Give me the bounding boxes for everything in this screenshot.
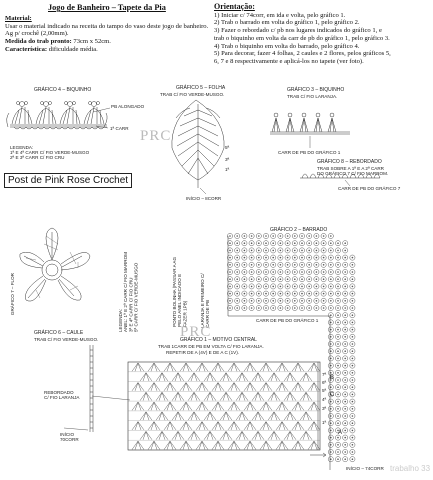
shell-stitch — [132, 383, 144, 391]
shell-stitch — [276, 422, 288, 430]
rebordado-line-1: REBORDADO — [44, 390, 74, 395]
g1-inicio: INÍCIO – 74CORR — [346, 466, 384, 471]
shell-stitch — [252, 392, 264, 400]
measure-value: 73cm x 52cm. — [73, 38, 111, 46]
orientation-step: 4) Trab o biquinho em volta do barrado, pelo gráfico 4. — [214, 42, 360, 50]
shell-stitch — [236, 431, 248, 439]
shell-stitch — [180, 383, 192, 391]
legend-bolinha-line: PELO ANEL INDICADO E — [177, 273, 183, 327]
material-text: Usar o material indicado na receita do tampo do vaso deste jogo de banheiro. — [5, 22, 209, 30]
shell-stitch — [164, 422, 176, 430]
shell-stitch — [276, 383, 288, 391]
g1-row-label: 6ª — [322, 380, 327, 385]
shell-stitch — [236, 392, 248, 400]
g4-carr1-label: 1ª CARR — [110, 126, 129, 131]
g8-carr: CARR DE PB DO GRÁFICO 7 — [338, 186, 401, 191]
shell-stitch — [292, 383, 304, 391]
shell-stitch — [172, 392, 184, 400]
g4-legend-line: 2ª E 3ª CARR C/ FIO CRU — [10, 155, 65, 161]
shell-stitch — [172, 412, 184, 420]
shell-stitch — [132, 441, 144, 449]
g1-row-label: 7ª — [322, 372, 327, 377]
g3-subtitle: TRAB C/ FIO LARANJA. — [287, 94, 338, 99]
g4-legend-line: 1ª E 4ª CARR C/ FIO VERDE-MUSGO — [10, 150, 90, 156]
shell-stitch — [172, 373, 184, 381]
shell-stitch — [188, 392, 200, 400]
shell-stitch — [148, 422, 160, 430]
shell-stitch — [156, 392, 168, 400]
shell-stitch — [260, 383, 272, 391]
shell-stitch — [164, 402, 176, 410]
g6-inicio-label: INÍCIO — [60, 432, 75, 437]
shell-stitch — [196, 441, 208, 449]
shell-stitch — [244, 422, 256, 430]
page-number: trabalho 33 — [390, 464, 431, 473]
shell-stitch — [260, 441, 272, 449]
shell-stitch — [260, 402, 272, 410]
shell-stitch — [220, 431, 232, 439]
shell-stitch — [268, 431, 280, 439]
g6-subtitle: TRAB C/ FIO VERDE-MUSGO. — [34, 337, 99, 342]
shell-stitch — [268, 412, 280, 420]
g1-letter-c: C — [330, 392, 335, 398]
shell-stitch — [228, 402, 240, 410]
shell-stitch — [156, 373, 168, 381]
shell-stitch — [300, 373, 312, 381]
watermark-lower: PRC — [180, 324, 212, 340]
shell-stitch — [300, 431, 312, 439]
characteristic-value: dificuldade média. — [48, 45, 98, 53]
orientation-step: 5) Para decorar, fazer 4 folhas, 2 caules e 2 flores, pelos gráficos 5, — [214, 50, 391, 58]
g1-title: GRÁFICO 1 – MOTIVO CENTRAL — [180, 337, 257, 343]
shell-stitch — [180, 363, 192, 371]
shell-stitch — [140, 373, 152, 381]
shell-stitch — [180, 441, 192, 449]
legend-vertical-line: 3ª E 4ª CARR C/ FIO CRU — [128, 277, 134, 332]
shell-stitch — [292, 422, 304, 430]
shell-stitch — [156, 412, 168, 420]
shell-stitch — [284, 431, 296, 439]
legend-laranja-line: CARR DE PB — [205, 299, 211, 328]
g1-sub-2: REPETIR DE A (4V) E DE A C (1V). — [166, 350, 240, 355]
shell-stitch — [260, 363, 272, 371]
shell-stitch — [252, 373, 264, 381]
shell-stitch — [228, 422, 240, 430]
g6-inicio-count: 70CORR — [60, 437, 79, 443]
shell-stitch — [276, 363, 288, 371]
shell-stitch — [196, 363, 208, 371]
shell-stitch — [132, 402, 144, 410]
g1-row-label: 1ª — [322, 420, 327, 425]
legend-bolinha-line: PONTO BOLINHA (PASSAR A AG — [172, 256, 177, 327]
shell-stitch — [212, 441, 224, 449]
shell-stitch — [260, 422, 272, 430]
shell-stitch — [148, 383, 160, 391]
shell-stitch — [220, 373, 232, 381]
shell-stitch — [276, 402, 288, 410]
g5-subtitle: TRAB C/ FIO VERDE-MUSGO. — [160, 92, 225, 97]
g1-sub-1: TRAB 1CARR DE PB EM VOLTA C/ FIO LARANJA. — [158, 344, 264, 349]
shell-stitch — [244, 383, 256, 391]
shell-stitch — [148, 402, 160, 410]
shell-stitch — [212, 363, 224, 371]
g1-letter-a: A — [338, 430, 343, 436]
post-label: Post de Pink Rose Crochet — [4, 173, 132, 188]
g5-row-label: 3ª — [225, 157, 230, 162]
g4-pb-label: PB ALONGADO — [111, 104, 145, 109]
shell-stitch — [188, 373, 200, 381]
g1-row-label: 3ª — [322, 406, 327, 411]
rebordado-line-2: C/ FIO LARANJA — [44, 395, 80, 401]
g8-title: GRÁFICO 8 – REBORDADO — [317, 159, 382, 165]
shell-stitch — [204, 431, 216, 439]
shell-stitch — [252, 412, 264, 420]
shell-stitch — [180, 402, 192, 410]
legend-vertical-title: LEGENDA: — [118, 308, 123, 332]
legend-laranja-line: LARANJA E PRIMEIRO C/ — [200, 273, 205, 328]
g2-title: GRÁFICO 2 – BARRADO — [270, 227, 328, 233]
g7-title: GRÁFICO 7 – FLOR — [10, 273, 15, 316]
orientation-step: 6, 7 e 8 respectivamente e aplicá-los no tapete (ver foto). — [214, 57, 364, 65]
orientation-heading: Orientação: — [214, 2, 255, 11]
shell-stitch — [148, 363, 160, 371]
g1-row-label: 5ª — [322, 388, 327, 393]
g3-carr: CARR DE PB DO GRÁFICO 1 — [278, 150, 341, 155]
shell-stitch — [204, 412, 216, 420]
shell-stitch — [236, 373, 248, 381]
page-title: Jogo de Banheiro – Tapete da Pia — [48, 3, 166, 12]
shell-stitch — [292, 441, 304, 449]
shell-stitch — [180, 422, 192, 430]
shell-stitch — [212, 383, 224, 391]
shell-stitch — [268, 373, 280, 381]
g4-title: GRÁFICO 4 – BIQUINHO — [34, 87, 92, 93]
shell-stitch — [196, 383, 208, 391]
shell-stitch — [300, 392, 312, 400]
material-heading: Material: — [5, 15, 32, 22]
shell-stitch — [196, 422, 208, 430]
shell-stitch — [284, 392, 296, 400]
shell-stitch — [252, 431, 264, 439]
shell-stitch — [220, 392, 232, 400]
shell-stitch — [164, 441, 176, 449]
measure-label: Medida do trab pronto: — [5, 38, 72, 46]
g2-carr: CARR DE PB DO GRÁFICO 1 — [256, 318, 319, 323]
g1-row-label: 4ª — [322, 397, 327, 402]
shell-stitch — [140, 431, 152, 439]
shell-stitch — [196, 402, 208, 410]
shell-stitch — [236, 412, 248, 420]
shell-stitch — [268, 392, 280, 400]
orientation-step: 1) Iniciar c/ 74corr, em ida e volta, pelo gráfico 1. — [214, 11, 346, 19]
g5-inicio: INÍCIO – 8CORR — [186, 196, 222, 201]
shell-stitch — [292, 363, 304, 371]
legend-bolinha-line: FAZER 1PB) — [182, 300, 188, 327]
shell-stitch — [148, 441, 160, 449]
shell-stitch — [140, 392, 152, 400]
shell-stitch — [228, 363, 240, 371]
shell-stitch — [220, 412, 232, 420]
orientation-step: 2) Trab o barrado em volta do gráfico 1, pelo gráfico 2. — [214, 19, 360, 27]
shell-stitch — [172, 431, 184, 439]
shell-stitch — [212, 402, 224, 410]
shell-stitch — [228, 441, 240, 449]
shell-stitch — [132, 422, 144, 430]
g3-title: GRÁFICO 3 – BIQUINHO — [287, 87, 345, 93]
g4-legend-title: LEGENDA: — [10, 145, 34, 150]
shell-stitch — [284, 373, 296, 381]
g8-sub-2: DO GRÁFICO 7 C/ FIO MARROM. — [317, 171, 389, 176]
g5-row-label: 5ª — [225, 145, 230, 150]
orientation-step: 3) Fazer o rebordado c/ pb nos lugares indicados do gráfico 1, e — [214, 27, 382, 35]
characteristic-label: Característica: — [5, 45, 48, 53]
shell-stitch — [140, 412, 152, 420]
shell-stitch — [164, 383, 176, 391]
shell-stitch — [156, 431, 168, 439]
shell-stitch — [228, 383, 240, 391]
shell-stitch — [244, 363, 256, 371]
watermark: PRC — [140, 128, 172, 144]
shell-stitch — [204, 392, 216, 400]
legend-vertical-line: 5ª CARR C/ FIO VERDE-MUSGO — [133, 262, 139, 332]
shell-stitch — [188, 412, 200, 420]
g5-row-label: 1ª — [225, 167, 230, 172]
shell-stitch — [292, 402, 304, 410]
shell-stitch — [300, 412, 312, 420]
shell-stitch — [132, 363, 144, 371]
g1-letter-b: B — [330, 375, 335, 381]
shell-stitch — [204, 373, 216, 381]
legend-vertical-line: ANEL: 1ª E 2ª CARR C/ FIO MARROM — [123, 252, 129, 332]
shell-stitch — [244, 441, 256, 449]
g6-title: GRÁFICO 6 – CAULE — [34, 330, 84, 336]
shell-stitch — [164, 363, 176, 371]
g8-sub-1: TRAB SOBRE A 1ª E A 2ª CARR — [317, 166, 384, 171]
shell-stitch — [212, 422, 224, 430]
needle-text: Ag p/ crochê (2,00mm). — [5, 30, 69, 38]
shell-stitch — [276, 441, 288, 449]
shell-stitch — [244, 402, 256, 410]
shell-stitch — [284, 412, 296, 420]
shell-stitch — [188, 431, 200, 439]
g5-title: GRÁFICO 5 – FOLHA — [176, 85, 226, 91]
orientation-step: trab o biquinho em volta da carr de pb do gráfico 1, pelo gráfico 3. — [214, 34, 390, 42]
